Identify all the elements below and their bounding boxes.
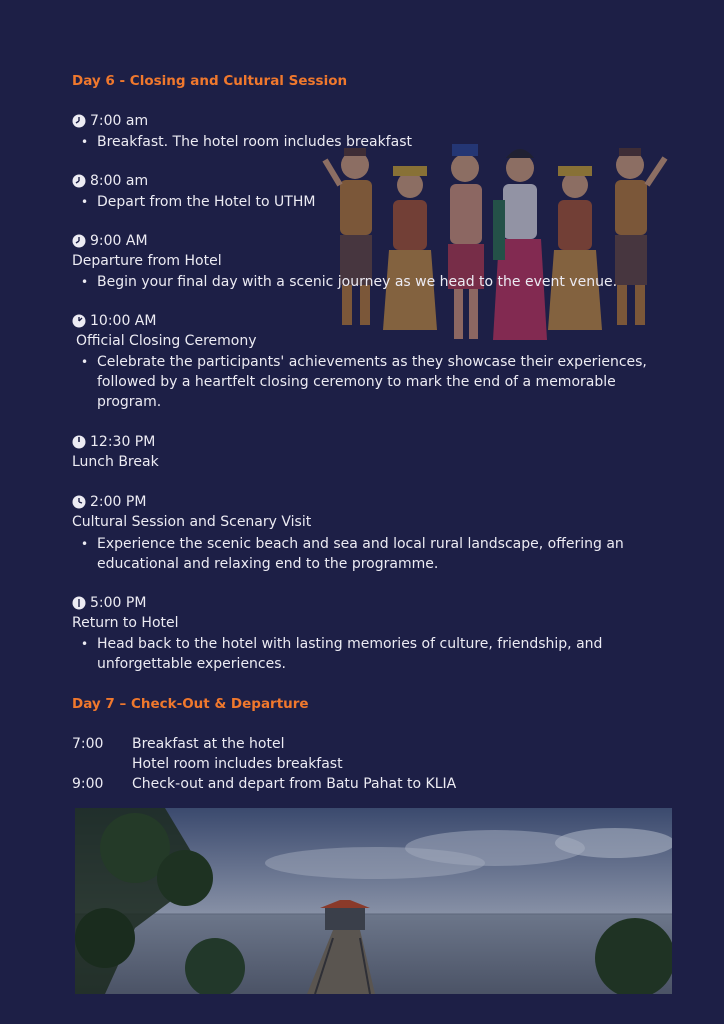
clock-icon bbox=[72, 174, 86, 188]
schedule-time bbox=[72, 434, 155, 450]
row-text: Check-out and depart from Batu Pahat to KLIA bbox=[132, 776, 457, 792]
list-item: • Begin your final day with a scenic journey as we head to the event venue. bbox=[97, 272, 617, 292]
beach-jetty-photo bbox=[75, 808, 672, 994]
time-label: 12:30 PM bbox=[90, 434, 156, 450]
row-text: Hotel room includes breakfast bbox=[132, 756, 343, 772]
clock-icon bbox=[72, 596, 86, 610]
schedule-time bbox=[72, 494, 146, 510]
list-item: • Breakfast. The hotel room includes breakfast bbox=[97, 132, 412, 152]
schedule-title: Departure from Hotel bbox=[72, 253, 222, 269]
clock-icon bbox=[72, 234, 86, 248]
clock-icon bbox=[72, 114, 86, 128]
schedule-time bbox=[72, 595, 146, 611]
list-item: • Head back to the hotel with lasting memories of culture, friendship, and unforgettable experiences. bbox=[97, 634, 642, 674]
schedule-row bbox=[72, 736, 284, 752]
row-time: 9:00 bbox=[72, 776, 104, 792]
schedule-title: Official Closing Ceremony bbox=[76, 333, 257, 349]
row-text: Breakfast at the hotel bbox=[132, 736, 285, 752]
row-time: 7:00 bbox=[72, 736, 104, 752]
list-item: • Depart from the Hotel to UTHM bbox=[97, 192, 315, 212]
schedule-time bbox=[72, 233, 148, 249]
clock-icon bbox=[72, 314, 86, 328]
time-label: 7:00 am bbox=[90, 113, 149, 129]
time-label: 8:00 am bbox=[90, 173, 149, 189]
day7-heading: Day 7 – Check-Out & Departure bbox=[72, 696, 309, 712]
schedule-title: Lunch Break bbox=[72, 454, 159, 470]
day6-heading: Day 6 - Closing and Cultural Session bbox=[72, 73, 348, 89]
cultural-dancers-illustration bbox=[300, 140, 680, 360]
schedule-title: Cultural Session and Scenary Visit bbox=[72, 514, 312, 530]
schedule-time bbox=[72, 113, 148, 129]
clock-icon bbox=[72, 495, 86, 509]
time-label: 2:00 PM bbox=[90, 494, 147, 510]
list-item: • Celebrate the participants' achievements as they showcase their experiences, followed by a heartfelt closing ceremony to mark the end of a memorable program. bbox=[97, 352, 652, 412]
clock-icon bbox=[72, 435, 86, 449]
schedule-row bbox=[72, 756, 343, 772]
time-label: 9:00 AM bbox=[90, 233, 148, 249]
schedule-row bbox=[72, 776, 456, 792]
schedule-time bbox=[72, 313, 156, 329]
time-label: 5:00 PM bbox=[90, 595, 147, 611]
schedule-title: Return to Hotel bbox=[72, 615, 179, 631]
time-label: 10:00 AM bbox=[90, 313, 157, 329]
schedule-time bbox=[72, 173, 148, 189]
list-item: • Experience the scenic beach and sea and local rural landscape, offering an educational and relaxing end to the programme. bbox=[97, 534, 642, 574]
